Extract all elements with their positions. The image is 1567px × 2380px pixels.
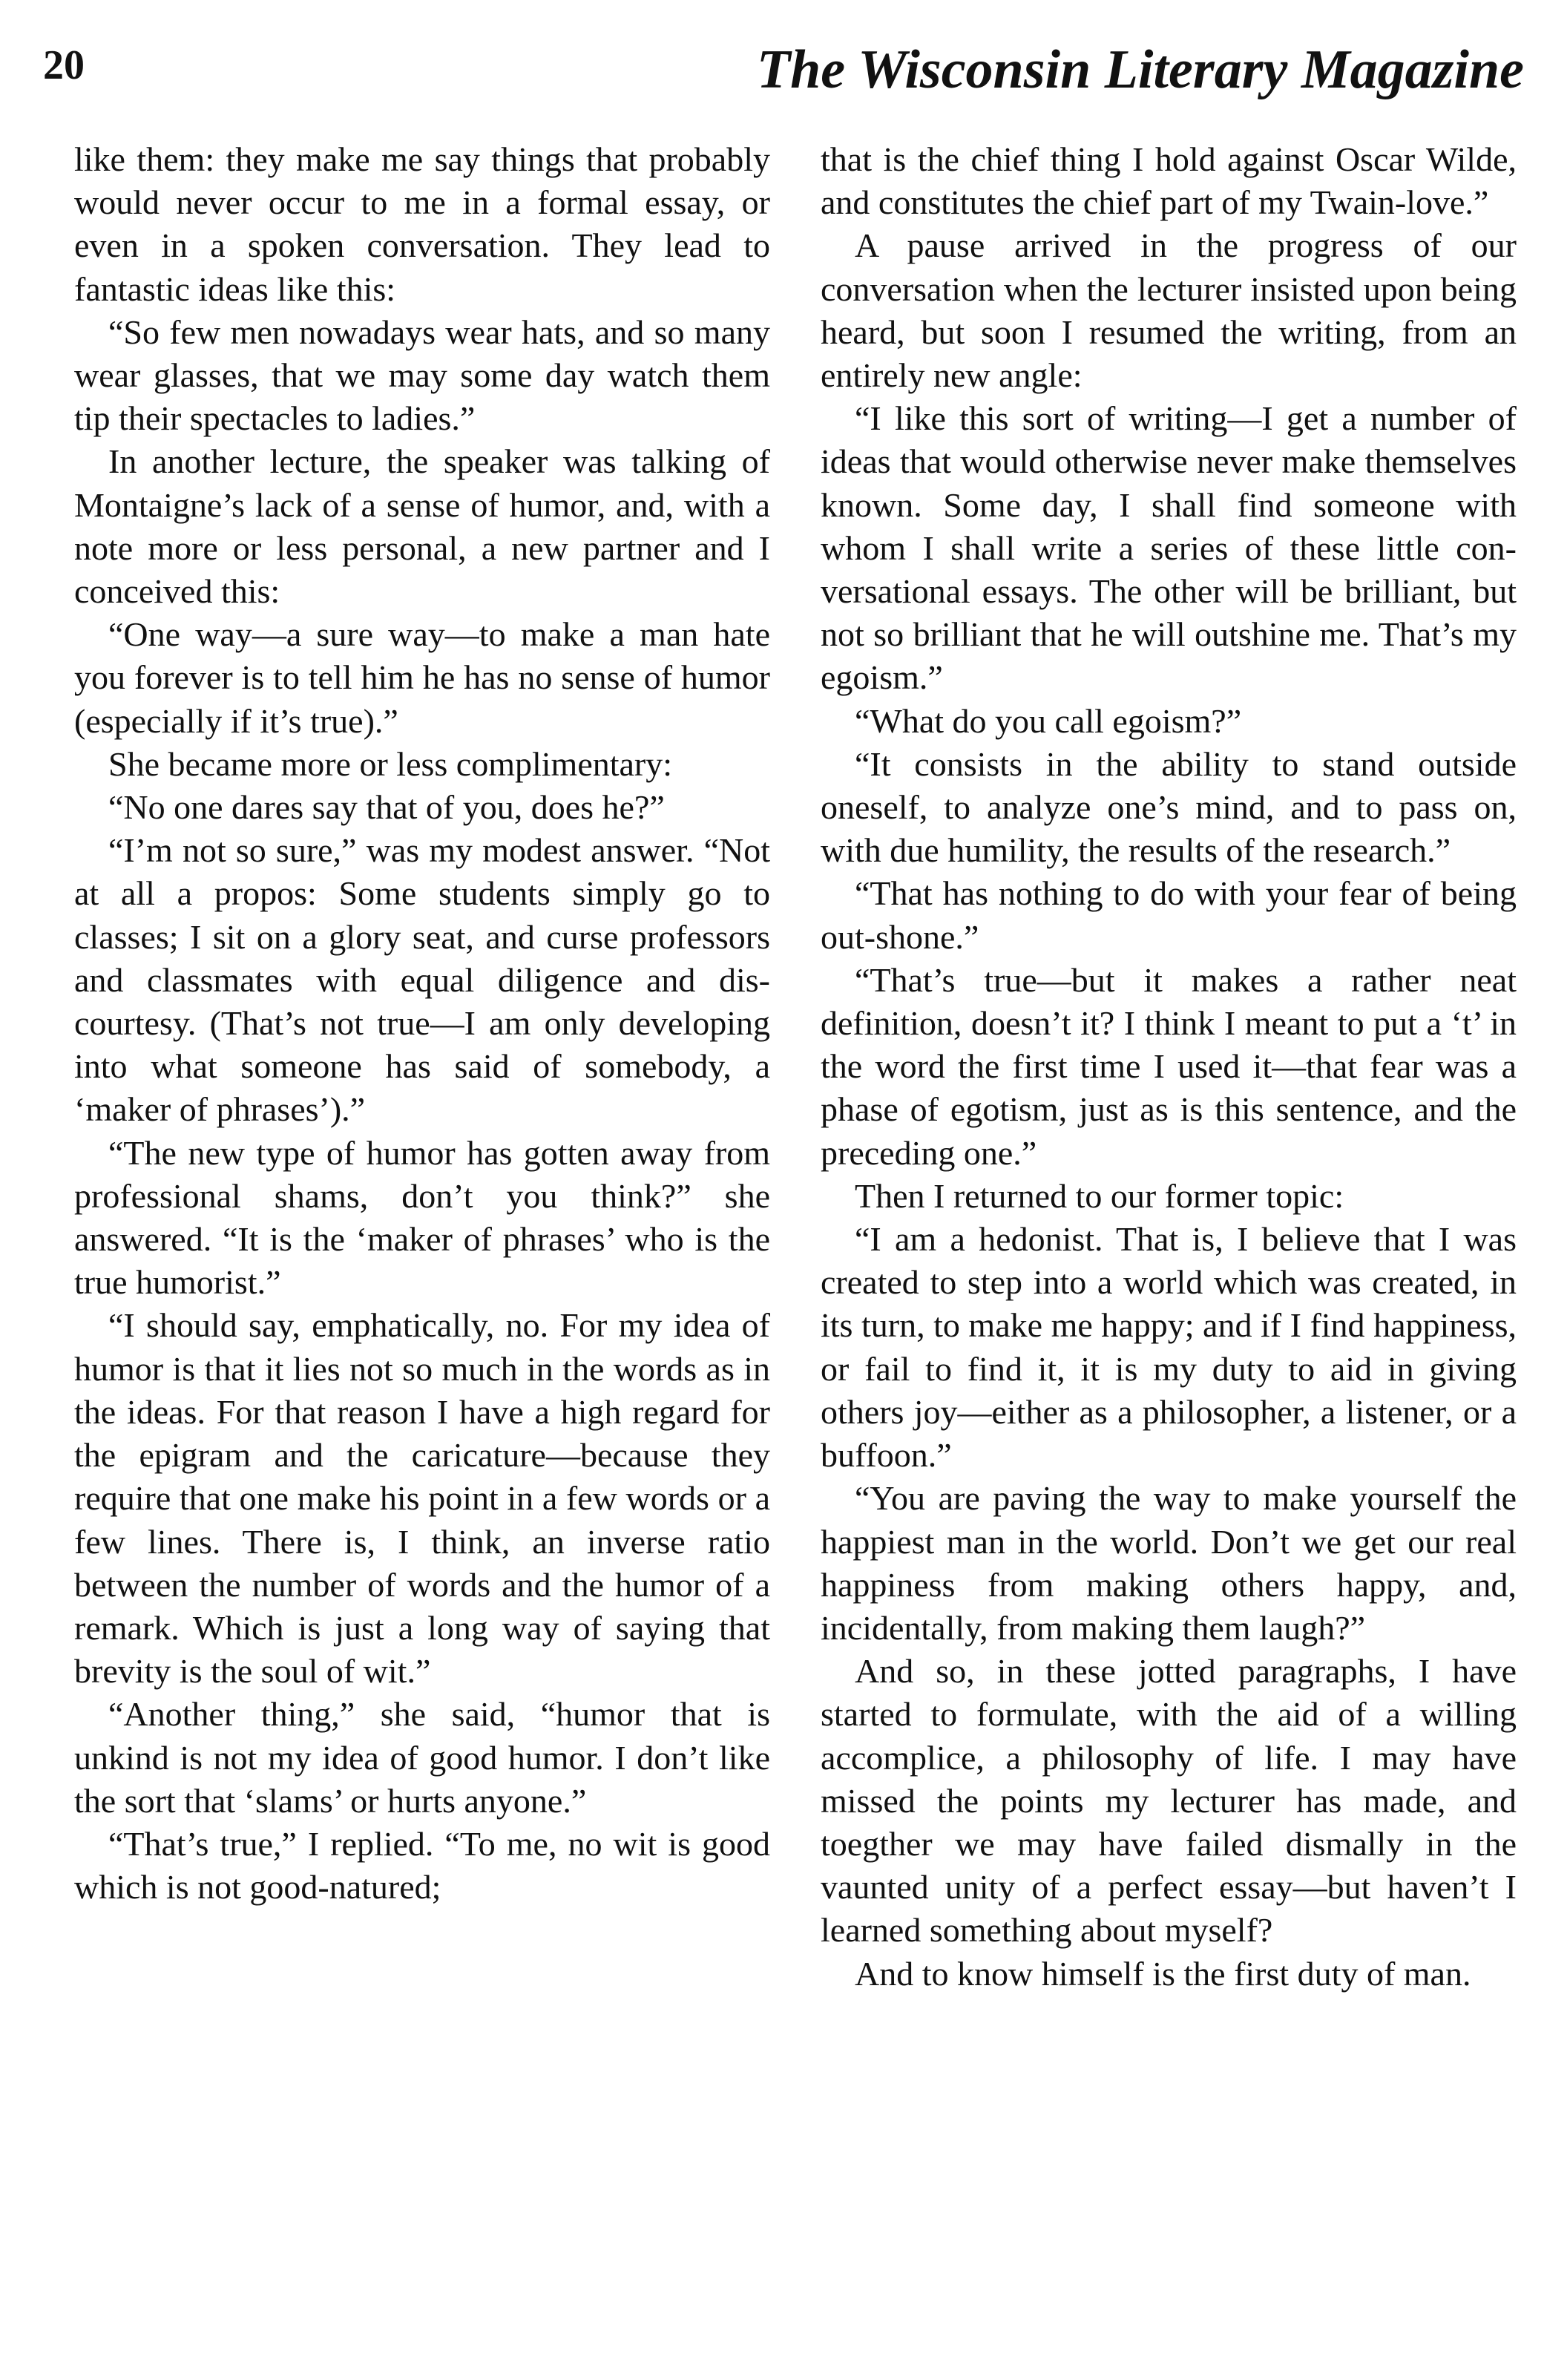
paragraph: “I should say, emphatically, no. For my idea of humor is that it lies not so much in the words as in the ideas. For that reason I have a high regard for the epigram and the caricature—because they require that one make his point in a few words or a few lines. There is, I think, an inverse ratio between the number of words and the humor of a remark. Which is just a long way of saying that brevity is the soul of wit.” (74, 1306, 770, 1691)
left-column (74, 138, 770, 2357)
paragraph: “The new type of humor has gotten away from professional shams, don’t you think?” she answered. “It is the ‘maker of phrases’ who is the true humorist.” (74, 1133, 770, 1302)
paragraph: “It consists in the ability to stand outside oneself, to analyze one’s mind, and to pass on, with due humility, the results of the research.” (821, 744, 1517, 870)
paragraph: Then I returned to our former topic: (855, 1176, 1344, 1215)
paragraph: “That’s true,” I replied. “To me, no wit is good which is not good-natured; (74, 1824, 770, 1907)
paragraph: A pause arrived in the progress of our conversation when the lecturer insisted upon being heard, but soon I resumed the writing, from an entirely new angle: (821, 226, 1517, 395)
paragraph: “What do you call egoism?” (855, 701, 1242, 740)
paragraph: “I like this sort of writing—I get a number of ideas that would otherwise never make themselves known. Some day, I shall find someone with whom I shall write a series of these little conversational essays. The other will be brilliant, but not so brilliant that he will outshine me. That’s my egoism.” (821, 399, 1517, 697)
paragraph: “That’s true—but it makes a rather neat definition, doesn’t it? I think I meant to put a ‘t’ in the word the first time I used it—that fear was a phase of egotism, just as is this sentence, and the preceding one.” (821, 960, 1517, 1172)
paragraph: “One way—a sure way—to make a man hate you forever is to tell him he has no sense of humor (especially if it’s true).” (74, 615, 770, 740)
paragraph: like them: they make me say things that probably would never occur to me in a formal essay, or even in a spoken conversation. They lead to fantastic ideas like this: (74, 140, 770, 308)
paragraph: She became more or less complimentary: (108, 744, 673, 783)
paragraph: “Another thing,” she said, “humor that is unkind is not my idea of good humor. I don’t like the sort that ‘slams’ or hurts anyone.” (74, 1695, 770, 1820)
paragraph: “I’m not so sure,” was my modest answer. “Not at all a propos: Some students simply go to classes; I sit on a glory seat, and curse professors and classmates with equal diligence and discourtesy. (That’s not true—I am only developing into what someone has said of somebody, a ‘maker of phrases’).” (74, 831, 770, 1129)
page-number: 20 (43, 42, 85, 88)
running-title: The Wisconsin Literary Magazine (756, 39, 1524, 100)
paragraph: “That has nothing to do with your fear of being out-shone.” (821, 874, 1517, 956)
paragraph: And so, in these jotted paragraphs, I have started to formulate, with the aid of a willing accomplice, a philosophy of life. I may have missed the points my lecturer has made, and toegther we may have failed dismally in the vaunted unity of a perfect essay—but haven’t I learned something about myself? (821, 1652, 1517, 1950)
page-header (43, 39, 1524, 120)
paragraph: that is the chief thing I hold against Oscar Wilde, and constitutes the chief part of my Twain-love.” (821, 140, 1517, 222)
paragraph: “You are paving the way to make yourself the happiest man in the world. Don’t we get our real happiness from making others happy, and, incidentally, from making them laugh?” (821, 1479, 1517, 1647)
paragraph: And to know himself is the first duty of man. (855, 1954, 1471, 1993)
paragraph: In another lecture, the speaker was talking of Montaigne’s lack of a sense of humor, and, with a note more or less personal, a new partner and I conceived this: (74, 442, 770, 611)
right-column (821, 138, 1517, 2357)
paragraph: “So few men nowadays wear hats, and so many wear glasses, that we may some day watch them tip their spectacles to ladies.” (74, 312, 770, 438)
paragraph: “No one dares say that of you, does he?” (108, 788, 665, 827)
paragraph: “I am a hedonist. That is, I believe that I was created to step into a world which was created, in its turn, to make me happy; and if I find happiness, or fail to find it, it is my duty to aid in giving others joy—either as a philosopher, a listener, or a buffoon.” (821, 1220, 1517, 1475)
